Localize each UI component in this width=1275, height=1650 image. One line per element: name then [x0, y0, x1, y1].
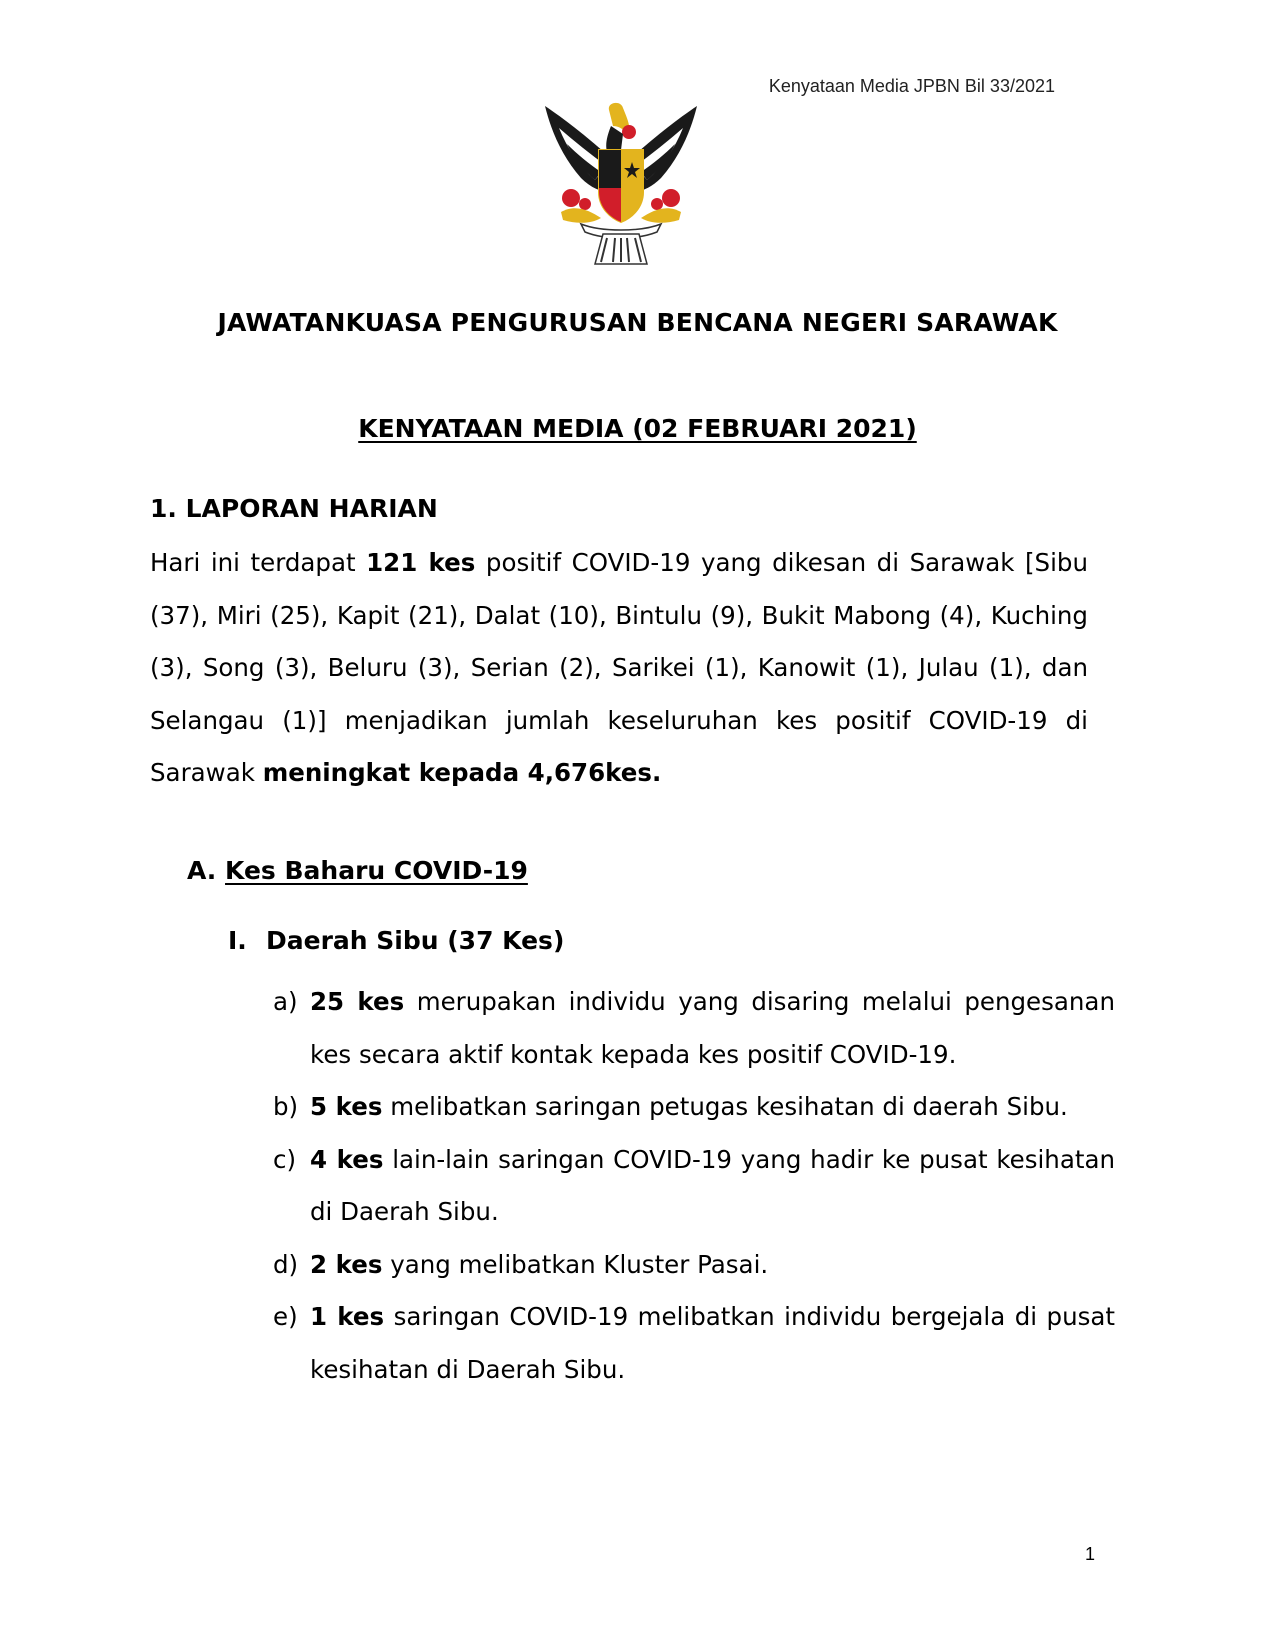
paragraph-bold: 121 kes — [366, 548, 476, 577]
page-number: 1 — [1084, 1544, 1095, 1564]
list-item — [273, 1291, 1115, 1396]
document-title: KENYATAAN MEDIA (02 FEBRUARI 2021) — [358, 414, 917, 443]
subsection-label: Kes Baharu COVID-19 — [225, 856, 528, 885]
item-marker: a) — [273, 987, 298, 1016]
paragraph-text: positif COVID-19 yang dikesan di Sarawak [Sibu (37), Miri (25), Kapit (21), Dalat (10), Bintulu (9), Bukit Mabong (4), Kuching (3), Song (3), Beluru (3), Serian (2), Sarikei (1), Kanowit (1), Julau (1), dan Selangau (1)] menjadikan jumlah keseluruhan kes positif COVID-19 di Sarawak — [150, 548, 1088, 787]
list-item — [273, 1081, 1115, 1134]
paragraph-bold: meningkat kepada 4,676kes. — [262, 758, 662, 787]
daily-report-paragraph — [150, 537, 1088, 800]
subsection-heading — [187, 856, 528, 885]
case-list — [273, 976, 1115, 1396]
list-item — [273, 1134, 1115, 1239]
document-reference: Kenyataan Media JPBN Bil 33/2021 — [768, 76, 1055, 96]
item-text: melibatkan saringan petugas kesihatan di daerah Sibu. — [382, 1092, 1068, 1121]
list-item — [273, 1239, 1115, 1292]
list-item — [273, 976, 1115, 1081]
item-text: lain-lain saringan COVID-19 yang hadir ke pusat kesihatan di Daerah Sibu. — [310, 1144, 1115, 1226]
subsection-marker: A. — [187, 856, 217, 885]
item-text: yang melibatkan Kluster Pasai. — [382, 1249, 769, 1279]
district-marker: I. — [228, 926, 247, 955]
item-bold: 25 kes — [310, 987, 405, 1016]
item-marker: b) — [273, 1092, 299, 1121]
section-heading: 1. LAPORAN HARIAN — [150, 494, 438, 523]
item-text: saringan COVID-19 melibatkan individu bergejala di pusat kesihatan di Daerah Sibu. — [310, 1302, 1115, 1384]
district-heading — [228, 926, 564, 955]
sarawak-coat-of-arms-icon — [541, 100, 701, 270]
item-marker: e) — [273, 1302, 298, 1331]
item-bold: 5 kes — [310, 1092, 383, 1121]
item-bold: 2 kes — [310, 1249, 383, 1279]
item-marker: d) — [273, 1249, 299, 1279]
item-text: merupakan individu yang disaring melalui pengesanan kes secara aktif kontak kepada kes positif COVID-19. — [310, 987, 1115, 1069]
item-marker: c) — [273, 1144, 297, 1174]
item-bold: 4 kes — [310, 1144, 384, 1174]
paragraph-text: Hari ini terdapat — [150, 548, 367, 577]
item-bold: 1 kes — [310, 1302, 385, 1331]
district-label: Daerah Sibu (37 Kes) — [266, 926, 565, 955]
organization-heading: JAWATANKUASA PENGURUSAN BENCANA NEGERI SARAWAK — [217, 308, 1058, 337]
